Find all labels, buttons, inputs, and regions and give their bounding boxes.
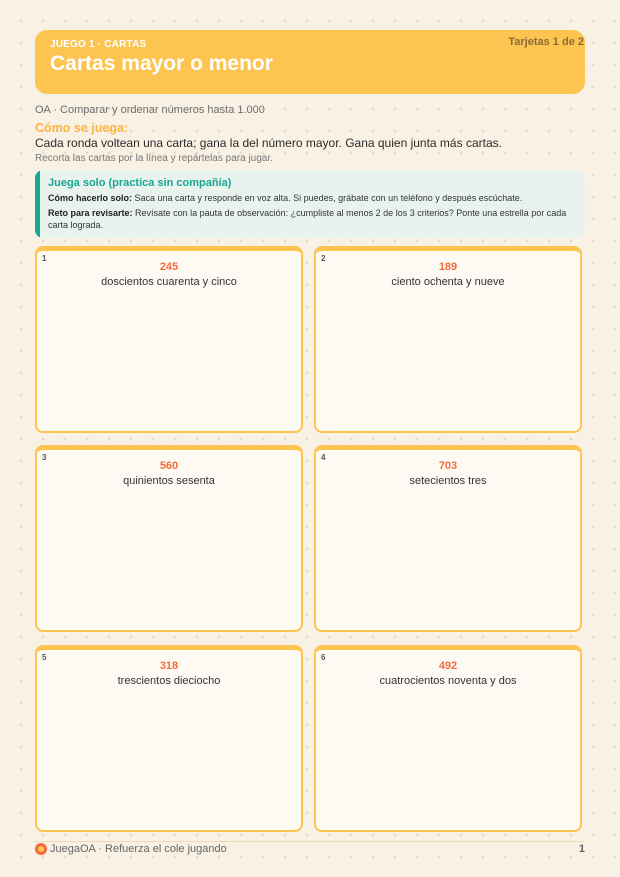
- number-card: [314, 246, 582, 433]
- game-kicker: JUEGO 1 · CARTAS: [50, 39, 147, 50]
- page-title: Cartas mayor o menor: [50, 52, 273, 75]
- card-number: 245: [159, 261, 179, 273]
- footer-divider: [35, 841, 585, 842]
- card-set-indicator: Tarjetas 1 de 2: [508, 36, 584, 48]
- solo-title: Juega solo (practica sin compañía): [48, 177, 232, 189]
- number-card: [314, 645, 582, 832]
- number-card: [35, 645, 303, 832]
- card-index: 5: [42, 653, 47, 662]
- card-number: 318: [159, 660, 179, 672]
- cut-instructions: Recorta las cartas por la línea y repártelas para jugar.: [35, 153, 273, 164]
- page-header: [35, 30, 585, 94]
- solo-check-text: [48, 207, 573, 231]
- footer-brand: JuegaOA · Refuerza el cole jugando: [50, 843, 227, 855]
- number-card: [35, 246, 303, 433]
- solo-how-text: [48, 193, 573, 203]
- card-number: 560: [159, 460, 179, 472]
- number-card: [35, 445, 303, 632]
- game-rules: Cada ronda voltean una carta; gana la del número mayor. Gana quien junta más cartas.: [35, 136, 502, 150]
- card-index: 4: [321, 453, 326, 462]
- solo-accent-bar: [35, 170, 40, 238]
- card-index: 1: [42, 254, 47, 263]
- how-to-heading: Cómo se juega:: [35, 121, 129, 135]
- card-number-words: ciento ochenta y nueve: [391, 276, 505, 288]
- card-number-words: doscientos cuarenta y cinco: [101, 276, 237, 288]
- card-index: 3: [42, 453, 47, 462]
- card-number: 189: [438, 261, 458, 273]
- solo-check-label: Reto para revisarte:: [48, 208, 133, 218]
- page-number: 1: [578, 843, 585, 855]
- card-number: 703: [438, 460, 458, 472]
- learning-objective: OA · Comparar y ordenar números hasta 1.000: [35, 104, 265, 116]
- card-index: 6: [321, 653, 326, 662]
- target-icon: [35, 843, 47, 855]
- card-number: 492: [438, 660, 458, 672]
- card-number-words: trescientos dieciocho: [117, 675, 221, 687]
- card-number-words: cuatrocientos noventa y dos: [379, 675, 517, 687]
- solo-how-label: Cómo hacerlo solo:: [48, 193, 133, 203]
- solo-check-body: Revísate con la pauta de observación: ¿cumpliste al menos 2 de los 3 criterios? Ponte una estrella por cada carta lograda.: [48, 208, 567, 230]
- solo-how-body: Saca una carta y responde en voz alta. Si puedes, grábate con un teléfono y después escúchate.: [132, 193, 523, 203]
- solo-play-box: [35, 170, 585, 238]
- number-card: [314, 445, 582, 632]
- card-number-words: quinientos sesenta: [123, 475, 215, 487]
- card-index: 2: [321, 254, 326, 263]
- card-number-words: setecientos tres: [409, 475, 487, 487]
